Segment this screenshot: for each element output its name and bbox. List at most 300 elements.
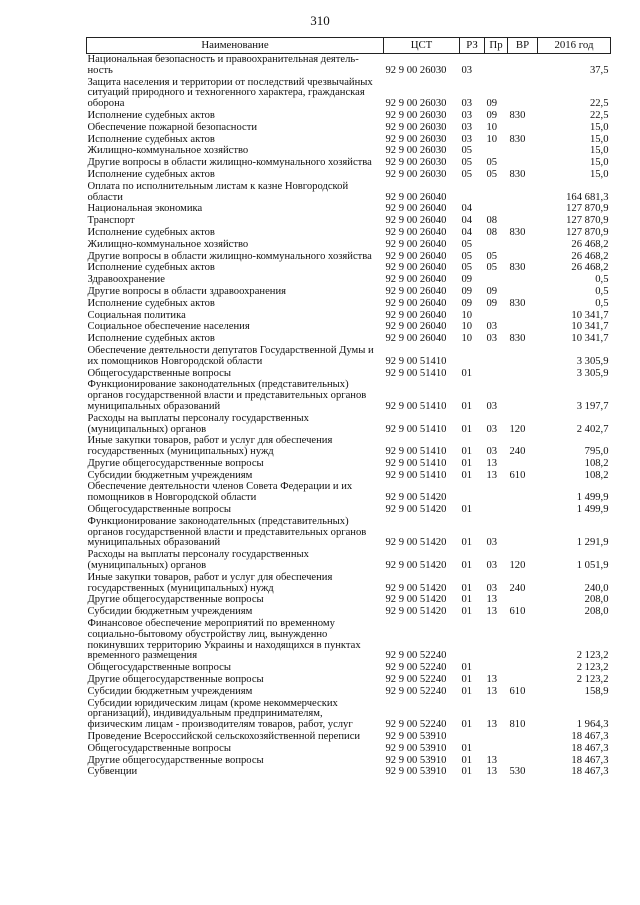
cell-vr: 830 bbox=[509, 168, 526, 180]
cell-sum: 127 870,9 bbox=[566, 203, 609, 215]
cell-sum: 240,0 bbox=[584, 582, 609, 594]
table-row bbox=[87, 674, 611, 686]
cell-cst: 92 9 00 51410 bbox=[385, 367, 447, 379]
cell-rz: 01 bbox=[461, 457, 473, 469]
cell-pr bbox=[485, 181, 508, 204]
cell-sum: 3 197,7 bbox=[576, 400, 609, 412]
cell-rz: 10 bbox=[461, 309, 473, 321]
cell-pr bbox=[485, 54, 508, 77]
cell-sum: 2 123,2 bbox=[576, 662, 609, 674]
cell-rz: 01 bbox=[461, 469, 473, 481]
cell-sum: 26 468,2 bbox=[571, 238, 609, 250]
cell-cst: 92 9 00 26040 bbox=[385, 191, 447, 203]
cell-sum: 18 467,3 bbox=[571, 742, 609, 754]
cell-rz: 09 bbox=[461, 285, 473, 297]
table-row bbox=[87, 274, 611, 286]
table-row bbox=[87, 572, 611, 595]
cell-sum: 0,5 bbox=[595, 285, 609, 297]
table-row bbox=[87, 594, 611, 606]
table-row bbox=[87, 698, 611, 731]
cell-rz: 04 bbox=[461, 226, 473, 238]
cell-name: Социальная политика bbox=[87, 309, 186, 321]
cell-vr bbox=[508, 203, 538, 215]
cell-rz: 01 bbox=[461, 742, 473, 754]
cell-vr bbox=[508, 239, 538, 251]
cell-pr: 10 bbox=[486, 133, 498, 145]
table-row bbox=[87, 379, 611, 412]
cell-rz: 10 bbox=[461, 321, 473, 333]
cell-pr: 09 bbox=[486, 98, 498, 110]
cell-name: Исполнение судебных актов bbox=[87, 333, 215, 345]
cell-rz: 01 bbox=[461, 719, 473, 731]
cell-rz: 05 bbox=[461, 145, 473, 157]
cell-name: Функционирование законодательных (представительных) органов государственной власти и представительных органов муниципальных образований bbox=[87, 379, 367, 412]
table-row bbox=[87, 618, 611, 662]
cell-rz: 05 bbox=[461, 238, 473, 250]
cell-cst: 92 9 00 53910 bbox=[385, 742, 447, 754]
cell-pr: 13 bbox=[486, 754, 498, 766]
cell-pr: 13 bbox=[486, 457, 498, 469]
cell-cst: 92 9 00 52240 bbox=[385, 662, 447, 674]
cell-name: Обеспечение деятельности членов Совета Федерации и их помощников в Новгородской области bbox=[87, 481, 353, 504]
cell-rz: 01 bbox=[461, 446, 473, 458]
cell-rz: 09 bbox=[461, 274, 473, 286]
table-row bbox=[87, 110, 611, 122]
table-row bbox=[87, 321, 611, 333]
cell-sum: 26 468,2 bbox=[571, 250, 609, 262]
cell-pr bbox=[485, 504, 508, 516]
cell-vr bbox=[508, 77, 538, 110]
cell-rz: 01 bbox=[461, 560, 473, 572]
cell-pr: 05 bbox=[486, 250, 498, 262]
cell-sum: 1 499,9 bbox=[576, 492, 609, 504]
table-row bbox=[87, 606, 611, 618]
table-row bbox=[87, 157, 611, 169]
cell-sum: 10 341,7 bbox=[571, 333, 609, 345]
cell-rz bbox=[460, 345, 485, 368]
cell-name: Расходы на выплаты персоналу государственных (муниципальных) органов bbox=[87, 549, 309, 572]
cell-pr: 05 bbox=[486, 157, 498, 169]
cell-name: Другие вопросы в области жилищно-коммунального хозяйства bbox=[87, 250, 372, 262]
cell-sum: 108,2 bbox=[584, 457, 609, 469]
cell-name: Субсидии бюджетным учреждениям bbox=[87, 606, 253, 618]
cell-cst: 92 9 00 51420 bbox=[385, 594, 447, 606]
cell-rz: 01 bbox=[461, 367, 473, 379]
cell-vr bbox=[508, 54, 538, 77]
table-row bbox=[87, 145, 611, 157]
cell-rz: 01 bbox=[461, 662, 473, 674]
table-row bbox=[87, 169, 611, 181]
cell-cst: 92 9 00 26040 bbox=[385, 203, 447, 215]
table-row bbox=[87, 251, 611, 263]
cell-name: Оплата по исполнительным листам к казне Новгородской области bbox=[87, 180, 349, 203]
cell-pr bbox=[485, 481, 508, 504]
cell-rz: 05 bbox=[461, 168, 473, 180]
cell-sum: 1 964,3 bbox=[576, 719, 609, 731]
cell-sum: 15,0 bbox=[589, 133, 609, 145]
table-row bbox=[87, 262, 611, 274]
cell-vr bbox=[508, 481, 538, 504]
cell-sum: 2 402,7 bbox=[576, 423, 609, 435]
cell-name: Обеспечение деятельности депутатов Государственной Думы и их помощников Новгородской области bbox=[87, 344, 374, 367]
cell-cst: 92 9 00 51410 bbox=[385, 423, 447, 435]
cell-pr: 08 bbox=[486, 226, 498, 238]
cell-pr: 08 bbox=[486, 215, 498, 227]
table-row bbox=[87, 481, 611, 504]
cell-cst: 92 9 00 51420 bbox=[385, 537, 447, 549]
cell-name: Исполнение судебных актов bbox=[87, 226, 215, 238]
cell-name: Общегосударственные вопросы bbox=[87, 504, 231, 516]
cell-name: Расходы на выплаты персоналу государственных (муниципальных) органов bbox=[87, 412, 309, 435]
cell-rz: 04 bbox=[461, 203, 473, 215]
cell-vr bbox=[508, 321, 538, 333]
cell-vr bbox=[508, 286, 538, 298]
cell-name: Другие общегосударственные вопросы bbox=[87, 754, 264, 766]
cell-sum: 10 341,7 bbox=[571, 309, 609, 321]
table-row bbox=[87, 203, 611, 215]
cell-name: Исполнение судебных актов bbox=[87, 109, 215, 121]
cell-pr: 13 bbox=[486, 719, 498, 731]
cell-cst: 92 9 00 26030 bbox=[385, 109, 447, 121]
cell-sum: 15,0 bbox=[589, 168, 609, 180]
cell-name: Обеспечение пожарной безопасности bbox=[87, 121, 258, 133]
cell-sum: 18 467,3 bbox=[571, 754, 609, 766]
table-row bbox=[87, 458, 611, 470]
cell-vr bbox=[508, 743, 538, 755]
cell-name: Другие общегосударственные вопросы bbox=[87, 674, 264, 686]
cell-sum: 2 123,2 bbox=[576, 650, 609, 662]
table-row bbox=[87, 54, 611, 77]
cell-name: Здравоохранение bbox=[87, 274, 165, 286]
cell-name: Жилищно-коммунальное хозяйство bbox=[87, 238, 249, 250]
cell-sum: 22,5 bbox=[589, 98, 609, 110]
cell-vr: 610 bbox=[509, 685, 526, 697]
cell-vr bbox=[508, 662, 538, 674]
cell-vr: 120 bbox=[509, 423, 526, 435]
cell-vr: 830 bbox=[509, 109, 526, 121]
cell-sum: 15,0 bbox=[589, 157, 609, 169]
cell-cst: 92 9 00 26040 bbox=[385, 226, 447, 238]
cell-cst: 92 9 00 26040 bbox=[385, 321, 447, 333]
cell-sum: 2 123,2 bbox=[576, 674, 609, 686]
cell-name: Национальная экономика bbox=[87, 203, 203, 215]
cell-cst: 92 9 00 26040 bbox=[385, 274, 447, 286]
table-row bbox=[87, 549, 611, 572]
cell-name: Жилищно-коммунальное хозяйство bbox=[87, 145, 249, 157]
table-row bbox=[87, 122, 611, 134]
table-row bbox=[87, 134, 611, 146]
cell-cst: 92 9 00 51410 bbox=[385, 457, 447, 469]
cell-cst: 92 9 00 26040 bbox=[385, 262, 447, 274]
cell-cst: 92 9 00 51410 bbox=[385, 355, 447, 367]
cell-rz bbox=[460, 481, 485, 504]
cell-pr: 13 bbox=[486, 594, 498, 606]
header-rz: РЗ bbox=[460, 38, 485, 54]
cell-vr bbox=[508, 516, 538, 549]
cell-rz: 04 bbox=[461, 215, 473, 227]
cell-pr: 09 bbox=[486, 285, 498, 297]
cell-cst: 92 9 00 26040 bbox=[385, 333, 447, 345]
cell-pr: 03 bbox=[486, 560, 498, 572]
cell-sum: 15,0 bbox=[589, 145, 609, 157]
table-row bbox=[87, 368, 611, 380]
cell-rz: 10 bbox=[461, 333, 473, 345]
table-row bbox=[87, 77, 611, 110]
cell-cst: 92 9 00 26030 bbox=[385, 157, 447, 169]
cell-pr: 03 bbox=[486, 446, 498, 458]
cell-name: Субвенции bbox=[87, 766, 138, 778]
cell-sum: 1 051,9 bbox=[576, 560, 609, 572]
cell-rz bbox=[460, 618, 485, 662]
cell-sum: 26 468,2 bbox=[571, 262, 609, 274]
cell-vr: 240 bbox=[509, 582, 526, 594]
cell-sum: 0,5 bbox=[595, 297, 609, 309]
cell-pr bbox=[485, 345, 508, 368]
table-row bbox=[87, 766, 611, 778]
cell-pr: 13 bbox=[486, 766, 498, 778]
table-row bbox=[87, 731, 611, 743]
cell-pr: 03 bbox=[486, 537, 498, 549]
cell-sum: 0,5 bbox=[595, 274, 609, 286]
cell-pr bbox=[485, 274, 508, 286]
cell-sum: 795,0 bbox=[584, 446, 609, 458]
cell-rz bbox=[460, 181, 485, 204]
cell-cst: 92 9 00 51410 bbox=[385, 469, 447, 481]
cell-sum: 127 870,9 bbox=[566, 226, 609, 238]
cell-rz: 01 bbox=[461, 400, 473, 412]
cell-cst: 92 9 00 26040 bbox=[385, 215, 447, 227]
cell-vr bbox=[508, 368, 538, 380]
cell-vr: 830 bbox=[509, 262, 526, 274]
cell-rz: 05 bbox=[461, 250, 473, 262]
cell-vr: 610 bbox=[509, 606, 526, 618]
cell-name: Иные закупки товаров, работ и услуг для обеспечения государственных (муниципальных) нужд bbox=[87, 571, 333, 594]
cell-sum: 3 305,9 bbox=[576, 355, 609, 367]
header-cst: ЦСТ bbox=[384, 38, 460, 54]
cell-name: Другие общегосударственные вопросы bbox=[87, 594, 264, 606]
cell-vr bbox=[508, 504, 538, 516]
cell-pr: 13 bbox=[486, 606, 498, 618]
cell-cst: 92 9 00 51420 bbox=[385, 560, 447, 572]
cell-pr bbox=[485, 239, 508, 251]
table-row bbox=[87, 181, 611, 204]
cell-cst: 92 9 00 26030 bbox=[385, 121, 447, 133]
table-body bbox=[87, 54, 611, 779]
table-row bbox=[87, 310, 611, 322]
cell-cst: 92 9 00 26040 bbox=[385, 297, 447, 309]
cell-sum: 208,0 bbox=[584, 594, 609, 606]
cell-cst: 92 9 00 53910 bbox=[385, 754, 447, 766]
cell-name: Общегосударственные вопросы bbox=[87, 662, 231, 674]
cell-name: Проведение Всероссийской сельскохозяйственной переписи bbox=[87, 731, 361, 743]
cell-name: Функционирование законодательных (представительных) органов государственной власти и представительных органов муниципальных образований bbox=[87, 515, 367, 549]
cell-name: Другие общегосударственные вопросы bbox=[87, 457, 264, 469]
cell-vr: 830 bbox=[509, 226, 526, 238]
cell-rz: 01 bbox=[461, 766, 473, 778]
cell-rz: 03 bbox=[461, 64, 473, 76]
cell-pr: 13 bbox=[486, 469, 498, 481]
cell-rz: 01 bbox=[461, 582, 473, 594]
cell-vr bbox=[508, 379, 538, 412]
cell-vr bbox=[508, 122, 538, 134]
table-row bbox=[87, 298, 611, 310]
table-row bbox=[87, 504, 611, 516]
cell-cst: 92 9 00 26030 bbox=[385, 168, 447, 180]
table-row bbox=[87, 755, 611, 767]
table-row bbox=[87, 227, 611, 239]
cell-pr: 03 bbox=[486, 333, 498, 345]
cell-cst: 92 9 00 51420 bbox=[385, 504, 447, 516]
cell-pr: 13 bbox=[486, 674, 498, 686]
cell-sum: 127 870,9 bbox=[566, 215, 609, 227]
cell-rz: 01 bbox=[461, 423, 473, 435]
cell-vr: 240 bbox=[509, 446, 526, 458]
cell-sum: 18 467,3 bbox=[571, 731, 609, 743]
cell-pr bbox=[485, 203, 508, 215]
cell-pr: 03 bbox=[486, 582, 498, 594]
cell-vr: 830 bbox=[509, 297, 526, 309]
cell-name: Транспорт bbox=[87, 215, 135, 227]
header-year: 2016 год bbox=[538, 38, 611, 54]
cell-name: Субсидии бюджетным учреждениям bbox=[87, 685, 253, 697]
cell-vr bbox=[508, 594, 538, 606]
cell-pr: 03 bbox=[486, 400, 498, 412]
table-row bbox=[87, 435, 611, 458]
cell-cst: 92 9 00 26040 bbox=[385, 250, 447, 262]
cell-sum: 37,5 bbox=[589, 64, 609, 76]
page-number: 310 bbox=[310, 13, 330, 28]
cell-name: Защита населения и территории от последствий чрезвычайных ситуаций природного и техногенного характера, гражданская оборона bbox=[87, 76, 373, 110]
cell-cst: 92 9 00 51420 bbox=[385, 606, 447, 618]
cell-vr bbox=[508, 618, 538, 662]
cell-pr: 05 bbox=[486, 262, 498, 274]
cell-name: Социальное обеспечение населения bbox=[87, 321, 250, 333]
cell-rz: 03 bbox=[461, 133, 473, 145]
header-name: Наименование bbox=[87, 38, 384, 54]
cell-name: Общегосударственные вопросы bbox=[87, 742, 231, 754]
cell-cst: 92 9 00 52240 bbox=[385, 719, 447, 731]
cell-vr: 120 bbox=[509, 560, 526, 572]
table-row bbox=[87, 239, 611, 251]
cell-name: Общегосударственные вопросы bbox=[87, 367, 231, 379]
cell-sum: 108,2 bbox=[584, 469, 609, 481]
cell-rz: 03 bbox=[461, 98, 473, 110]
cell-vr: 810 bbox=[509, 719, 526, 731]
cell-vr bbox=[508, 731, 538, 743]
cell-cst: 92 9 00 26030 bbox=[385, 133, 447, 145]
cell-pr: 13 bbox=[486, 685, 498, 697]
cell-vr bbox=[508, 674, 538, 686]
cell-vr bbox=[508, 181, 538, 204]
cell-rz: 01 bbox=[461, 594, 473, 606]
cell-cst: 92 9 00 51420 bbox=[385, 492, 447, 504]
cell-pr: 10 bbox=[486, 121, 498, 133]
cell-cst: 92 9 00 26040 bbox=[385, 238, 447, 250]
cell-pr bbox=[485, 145, 508, 157]
cell-rz: 01 bbox=[461, 685, 473, 697]
cell-cst: 92 9 00 53910 bbox=[385, 766, 447, 778]
table-row bbox=[87, 516, 611, 549]
cell-name: Субсидии юридическим лицам (кроме некоммерческих организаций), индивидуальным предпринимателям, физическим лицам - производителям товаров, работ, услуг bbox=[87, 697, 353, 731]
cell-cst: 92 9 00 52240 bbox=[385, 674, 447, 686]
cell-rz: 09 bbox=[461, 297, 473, 309]
cell-name: Исполнение судебных актов bbox=[87, 297, 215, 309]
cell-cst: 92 9 00 51420 bbox=[385, 582, 447, 594]
cell-vr: 530 bbox=[509, 766, 526, 778]
cell-vr: 830 bbox=[509, 133, 526, 145]
cell-cst: 92 9 00 26030 bbox=[385, 98, 447, 110]
cell-rz: 05 bbox=[461, 157, 473, 169]
table-row bbox=[87, 743, 611, 755]
cell-pr: 03 bbox=[486, 321, 498, 333]
cell-vr bbox=[508, 274, 538, 286]
cell-vr bbox=[508, 458, 538, 470]
cell-sum: 208,0 bbox=[584, 606, 609, 618]
cell-name: Финансовое обеспечение мероприятий по временному социально-бытовому обустройству лиц, вынужденно покинувших территорию Украины и находящихся в пунктах временного размещения bbox=[87, 618, 361, 662]
cell-sum: 3 305,9 bbox=[576, 367, 609, 379]
cell-sum: 1 291,9 bbox=[576, 537, 609, 549]
table-row bbox=[87, 333, 611, 345]
table-row bbox=[87, 345, 611, 368]
table-row bbox=[87, 215, 611, 227]
cell-rz: 05 bbox=[461, 262, 473, 274]
header-vr: ВР bbox=[508, 38, 538, 54]
table-row bbox=[87, 470, 611, 482]
cell-vr: 830 bbox=[509, 333, 526, 345]
cell-vr bbox=[508, 345, 538, 368]
cell-name: Субсидии бюджетным учреждениям bbox=[87, 469, 253, 481]
budget-table bbox=[86, 37, 611, 778]
cell-vr bbox=[508, 310, 538, 322]
cell-rz: 03 bbox=[461, 121, 473, 133]
cell-pr: 03 bbox=[486, 423, 498, 435]
cell-name: Исполнение судебных актов bbox=[87, 262, 215, 274]
cell-sum: 10 341,7 bbox=[571, 321, 609, 333]
cell-cst: 92 9 00 51410 bbox=[385, 446, 447, 458]
table-row bbox=[87, 286, 611, 298]
table-row bbox=[87, 686, 611, 698]
cell-pr bbox=[485, 368, 508, 380]
cell-name: Исполнение судебных актов bbox=[87, 168, 215, 180]
cell-rz: 03 bbox=[461, 109, 473, 121]
cell-name: Другие вопросы в области здравоохранения bbox=[87, 285, 286, 297]
cell-vr bbox=[508, 251, 538, 263]
cell-rz bbox=[460, 731, 485, 743]
cell-pr: 05 bbox=[486, 168, 498, 180]
table-row bbox=[87, 413, 611, 436]
cell-pr: 09 bbox=[486, 109, 498, 121]
cell-cst: 92 9 00 51410 bbox=[385, 400, 447, 412]
cell-sum: 15,0 bbox=[589, 121, 609, 133]
cell-cst: 92 9 00 52240 bbox=[385, 685, 447, 697]
table-row bbox=[87, 662, 611, 674]
cell-rz: 01 bbox=[461, 674, 473, 686]
cell-rz: 01 bbox=[461, 537, 473, 549]
cell-name: Исполнение судебных актов bbox=[87, 133, 215, 145]
cell-sum: 158,9 bbox=[584, 685, 609, 697]
cell-pr bbox=[485, 731, 508, 743]
cell-name: Национальная безопасность и правоохранительная деятель-ность bbox=[87, 54, 359, 76]
cell-name: Иные закупки товаров, работ и услуг для обеспечения государственных (муниципальных) нужд bbox=[87, 435, 333, 458]
cell-vr bbox=[508, 215, 538, 227]
cell-cst: 92 9 00 26030 bbox=[385, 145, 447, 157]
cell-pr bbox=[485, 743, 508, 755]
cell-vr bbox=[508, 157, 538, 169]
header-pr: Пр bbox=[485, 38, 508, 54]
cell-pr bbox=[485, 618, 508, 662]
cell-pr bbox=[485, 662, 508, 674]
cell-rz: 01 bbox=[461, 606, 473, 618]
